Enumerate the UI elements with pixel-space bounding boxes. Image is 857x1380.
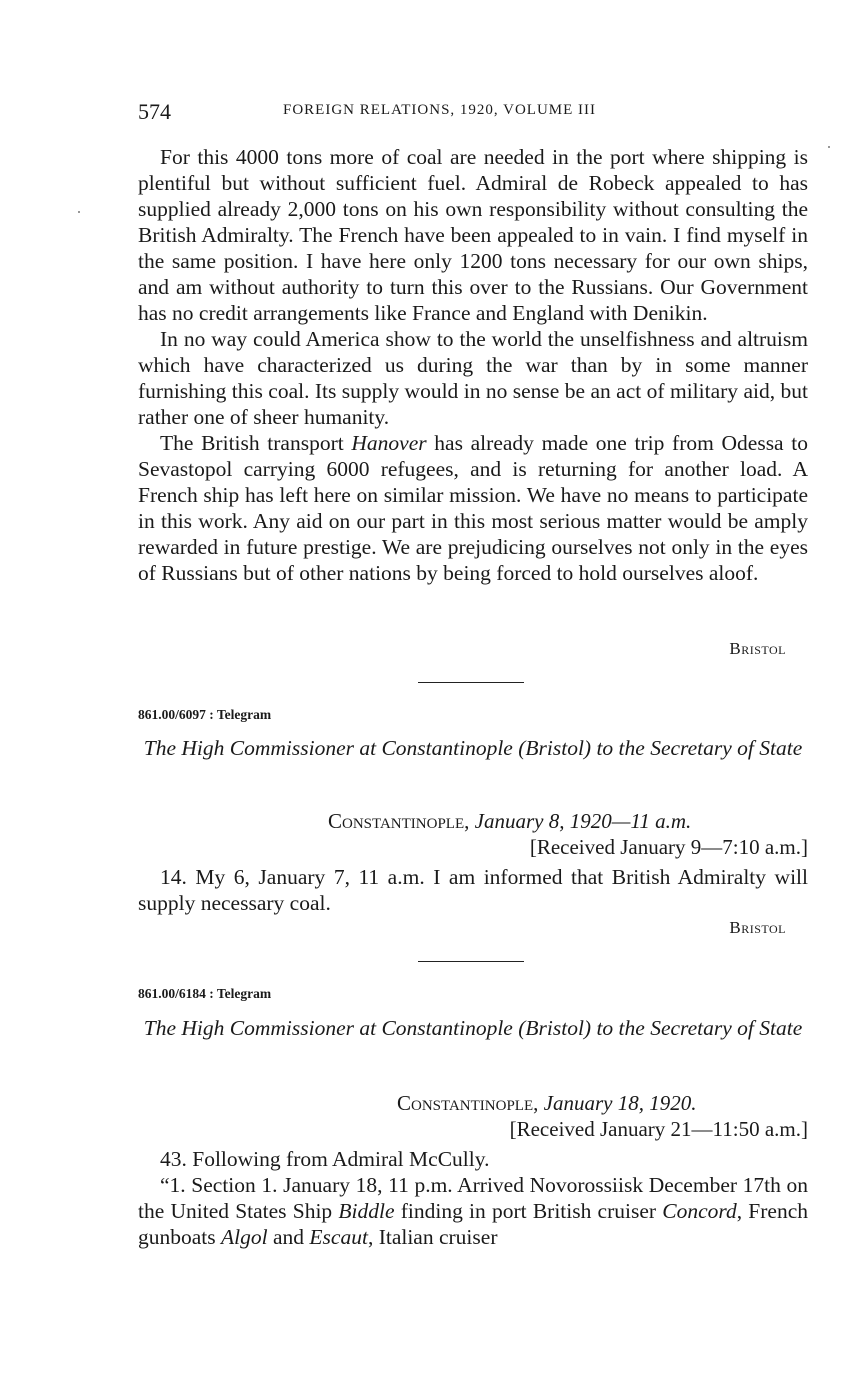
paragraph-text: , French gunboats	[138, 1199, 809, 1249]
document-reference: 861.00/6097 : Telegram	[138, 707, 272, 722]
ship-name: Escaut	[309, 1225, 368, 1249]
margin-mark	[78, 211, 80, 213]
dateline-date: January 8, 1920—11 a.m.	[474, 809, 692, 833]
margin-mark	[828, 146, 830, 148]
dateline-place: Constantinople,	[328, 809, 470, 833]
ship-name: Biddle	[338, 1199, 395, 1223]
paragraph-text: , Italian cruiser	[367, 1225, 498, 1249]
ship-name: Hanover	[351, 431, 427, 455]
dateline	[328, 808, 691, 834]
message-paragraph: 43. Following from Admiral McCully.	[160, 1147, 490, 1171]
received-note: [Received January 21—11:50 a.m.]	[509, 1117, 808, 1141]
continuation-text	[138, 144, 808, 586]
running-title: FOREIGN RELATIONS, 1920, VOLUME III	[283, 102, 597, 118]
signature: Bristol	[729, 639, 786, 658]
document-title: The High Commissioner at Constantinople (Bristol) to the Secretary of State	[143, 1016, 803, 1040]
paragraph-coal-supply: For this 4000 tons more of coal are needed in the port where shipping is plentiful but without sufficient fuel. Admiral de Robeck appealed to has supplied already 2,000 tons on his own responsibility without consulting the British Admiralty. The French have been appealed to in vain. I find myself in the same position. I have here only 1200 tons necessary for our own ships, and am without authority to turn this over to the Russians. Our Government has no credit arrangements like France and England with Denikin.	[138, 145, 808, 325]
page-number: 574	[138, 99, 171, 124]
message-paragraph	[138, 1172, 808, 1250]
dateline-date: January 18, 1920.	[543, 1091, 697, 1115]
dateline	[397, 1090, 696, 1116]
document-body	[138, 1146, 808, 1250]
running-head	[138, 99, 808, 125]
received-note: [Received January 9—7:10 a.m.]	[529, 835, 808, 859]
document-reference: 861.00/6184 : Telegram	[138, 986, 272, 1001]
paragraph-text: and	[267, 1225, 310, 1249]
paragraph-text: “1. Section 1. January 18, 11 p.m. Arrived Novorossiisk December 17th on the United States Ship	[138, 1173, 808, 1223]
section-divider	[418, 961, 524, 962]
dateline-place: Constantinople,	[397, 1091, 539, 1115]
section-divider	[418, 682, 524, 683]
paragraph-hanover	[138, 430, 808, 586]
ship-name: Algol	[221, 1225, 268, 1249]
document-body	[138, 864, 808, 916]
paragraph-text: has already made one trip from Odessa to Sevastopol carrying 6000 refugees, and is returning for another load. A French ship has left here on similar mission. We have no means to participate in this work. Any aid on our part in this most serious matter would be amply rewarded in future prestige. We are prejudicing ourselves not only in the eyes of Russians but of other nations by being forced to hold ourselves aloof.	[138, 431, 808, 585]
document-title: The High Commissioner at Constantinople (Bristol) to the Secretary of State	[143, 736, 803, 760]
paragraph-text: The British transport	[160, 431, 352, 455]
ship-name: Concord	[662, 1199, 737, 1223]
paragraph-text: finding in port British cruiser	[394, 1199, 663, 1223]
message-paragraph: 14. My 6, January 7, 11 a.m. I am informed that British Admiralty will supply necessary coal.	[138, 865, 808, 915]
signature: Bristol	[729, 918, 786, 937]
paragraph-america-aid: In no way could America show to the world the unselfishness and altruism which have characterized us during the war than by in some manner furnishing this coal. Its supply would in no sense be an act of military aid, but rather one of sheer humanity.	[138, 327, 808, 429]
